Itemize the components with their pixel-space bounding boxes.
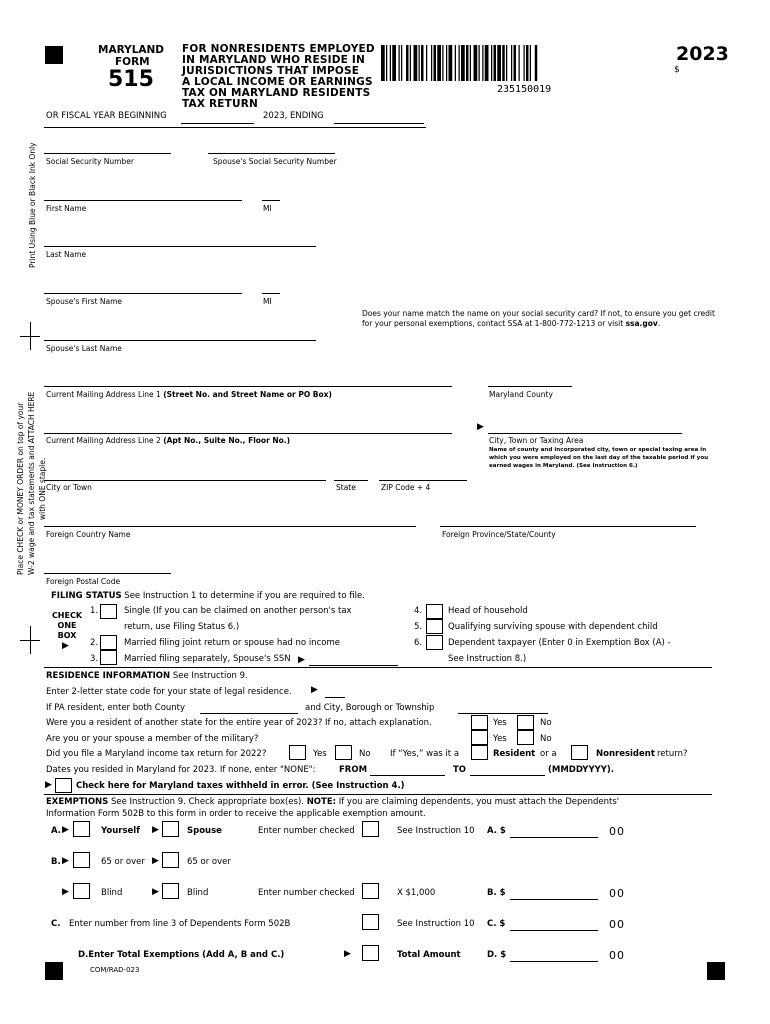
state-code-field[interactable] — [325, 697, 345, 698]
yes-label: Yes — [493, 734, 507, 744]
check-note-1: Place CHECK or MONEY ORDER on top of your — [16, 402, 25, 575]
exemptions-note-2: Information Form 502B to this form in order to receive the applicable exemption amount. — [46, 809, 426, 819]
arrow-right-icon: ▶ — [477, 422, 484, 432]
nonresident-label: Nonresident — [596, 749, 655, 759]
fiscal-begin-field[interactable] — [181, 123, 254, 124]
fs-6-num: 6. — [414, 638, 423, 648]
city-taxing-note: Name of county and incorporated city, town or special taxing area in which you were employed on the last day of the taxable period if you earned wages in Maryland. (See Instruction 6.) — [489, 447, 709, 469]
foreign-province-label: Foreign Province/State/County — [442, 530, 556, 539]
pa-city-field[interactable] — [458, 713, 548, 714]
md-county-label: Maryland County — [489, 390, 553, 399]
spouse-mi-label: MI — [263, 297, 272, 306]
form-title — [182, 44, 375, 110]
d-dollar-label: D. $ — [487, 950, 507, 960]
footer-code: COM/RAD-023 — [90, 966, 140, 974]
last-name-field[interactable] — [44, 246, 316, 247]
fs-1-num: 1. — [90, 606, 99, 616]
withheld-error-checkbox[interactable] — [55, 778, 72, 793]
resident-label: Resident — [493, 749, 536, 759]
blind-spouse-label: Blind — [187, 888, 209, 898]
foreign-province-field[interactable] — [440, 526, 696, 527]
filing-status-heading — [51, 591, 365, 601]
spouse-ssn-label: Spouse's Social Security Number — [213, 157, 337, 166]
see-instruction-10-label: See Instruction 10 — [397, 826, 475, 836]
d-text: D.Enter Total Exemptions (Add A, B and C.) — [78, 950, 285, 960]
other-state-yes-checkbox[interactable] — [471, 715, 488, 730]
tax-year: 2023 — [676, 43, 729, 65]
a-cents: 00 — [609, 825, 625, 838]
enter-number-label: Enter number checked — [258, 888, 355, 898]
arrow-right-icon: ▶ — [62, 856, 69, 866]
filing-status-single-checkbox[interactable] — [100, 604, 117, 619]
spouse-ssn-separate-field[interactable] — [309, 665, 398, 666]
title-line: A LOCAL INCOME OR EARNINGS — [182, 76, 373, 88]
resident-checkbox[interactable] — [471, 745, 488, 760]
no-label: No — [540, 718, 552, 728]
spouse-ssn-field[interactable] — [208, 153, 335, 154]
ssa-note-line-2 — [362, 319, 732, 329]
state-field[interactable] — [334, 480, 368, 481]
pa-county-field[interactable] — [200, 713, 298, 714]
over65-spouse-label: 65 or over — [187, 857, 231, 867]
address-line-1-text: Current Mailing Address Line 1 — [46, 390, 164, 399]
fs-3-num: 3. — [90, 654, 99, 664]
zip-field[interactable] — [379, 480, 467, 481]
b-cents: 00 — [609, 887, 625, 900]
fiscal-year-beginning-label: OR FISCAL YEAR BEGINNING — [46, 111, 167, 121]
b-count-box[interactable] — [362, 883, 379, 899]
exemptions-heading — [46, 797, 619, 807]
filing-status-hoh-checkbox[interactable] — [426, 604, 443, 619]
over65-self-label: 65 or over — [101, 857, 145, 867]
address-line-2-field[interactable] — [44, 433, 452, 434]
registration-mark-bottom-left — [45, 962, 63, 980]
arrow-right-icon: ▶ — [152, 887, 159, 897]
blind-self-label: Blind — [101, 888, 123, 898]
date-to-field[interactable] — [470, 775, 545, 776]
fs-6-label-cont: See Instruction 8.) — [448, 654, 527, 664]
filing-status-surviving-checkbox[interactable] — [426, 619, 443, 634]
fs-5-num: 5. — [414, 622, 423, 632]
a-dollar-label: A. $ — [487, 826, 506, 836]
filing-status-separate-checkbox[interactable] — [100, 650, 117, 665]
no-label: No — [540, 734, 552, 744]
exemptions-note-text: If you are claiming dependents, you must attach the Dependents' — [336, 797, 620, 807]
barcode-number: 235150019 — [497, 84, 552, 95]
blind-spouse-checkbox[interactable] — [162, 883, 179, 899]
ssa-link[interactable]: ssa.gov — [625, 319, 658, 328]
arrow-right-icon: ▶ — [45, 780, 52, 790]
foreign-postal-field[interactable] — [44, 573, 171, 574]
fs-2-label: Married filing joint return or spouse had no income — [124, 638, 340, 648]
yourself-label: Yourself — [101, 826, 140, 836]
barcode — [381, 45, 671, 81]
b-label: B. — [51, 857, 61, 867]
see-instruction-10-label: See Instruction 10 — [397, 919, 475, 929]
residence-q5: Did you file a Maryland income tax return for 2022? — [46, 749, 267, 759]
c-dollar-label: C. $ — [487, 919, 506, 929]
if-yes-label: If “Yes,” was it a — [390, 749, 460, 759]
times-1000-label: X $1,000 — [397, 888, 436, 898]
arrow-right-icon: ▶ — [62, 641, 69, 651]
city-taxing-area-label: City, Town or Taxing Area — [489, 436, 584, 445]
state-label: MARYLAND — [98, 44, 165, 56]
fs-5-label: Qualifying surviving spouse with dependent child — [448, 622, 658, 632]
dollar-sign: $ — [674, 65, 680, 75]
filing-status-note: See Instruction 1 to determine if you are required to file. — [121, 591, 365, 601]
no-label: No — [359, 749, 371, 759]
exemptions-note: See Instruction 9. Check appropriate box(es). — [108, 797, 307, 807]
mi-field[interactable] — [262, 200, 280, 201]
residence-q6: Dates you resided in Maryland for 2023. If none, enter "NONE": — [46, 765, 316, 775]
filed-2022-no-checkbox[interactable] — [335, 745, 352, 760]
first-name-field[interactable] — [44, 200, 242, 201]
title-line: IN MARYLAND WHO RESIDE IN — [182, 54, 365, 66]
b-dollar-label: B. $ — [487, 888, 506, 898]
arrow-right-icon: ▶ — [62, 887, 69, 897]
spouse-label: Spouse — [187, 826, 222, 836]
address-line-1-label — [46, 390, 332, 399]
title-line: TAX RETURN — [182, 98, 259, 110]
withheld-error-label: Check here for Maryland taxes withheld in error. (See Instruction 4.) — [76, 781, 405, 791]
enter-number-label: Enter number checked — [258, 826, 355, 836]
title-line: TAX ON MARYLAND RESIDENTS — [182, 87, 371, 99]
ssa-note — [362, 309, 732, 329]
a-amount-field[interactable] — [510, 837, 598, 838]
city-field[interactable] — [44, 480, 326, 481]
date-format-label: (MMDDYYYY). — [548, 765, 615, 775]
over65-self-checkbox[interactable] — [73, 852, 90, 868]
fs-2-num: 2. — [90, 638, 99, 648]
first-name-label: First Name — [46, 204, 87, 213]
spouse-first-name-label: Spouse's First Name — [46, 297, 123, 306]
residence-q4: Are you or your spouse a member of the military? — [46, 734, 259, 744]
md-county-field[interactable] — [488, 386, 572, 387]
ssa-note-end: . — [657, 319, 661, 328]
c-count-box[interactable] — [362, 914, 379, 930]
arrow-right-icon: ▶ — [298, 655, 305, 665]
fiscal-end-field[interactable] — [334, 123, 424, 124]
city-label: City or Town — [46, 483, 92, 492]
arrow-right-icon: ▶ — [152, 856, 159, 866]
from-label: FROM — [339, 765, 368, 775]
crop-mark — [30, 626, 31, 654]
address-line-2-text: Current Mailing Address Line 2 — [46, 436, 164, 445]
arrow-right-icon: ▶ — [152, 825, 159, 835]
residence-heading — [46, 671, 248, 681]
c-text: Enter number from line 3 of Dependents Form 502B — [69, 919, 291, 929]
zip-label: ZIP Code + 4 — [381, 483, 431, 492]
or-a-label: or a — [540, 749, 557, 759]
fs-4-num: 4. — [414, 606, 423, 616]
fs-1-label-cont: return, use Filing Status 6.) — [124, 622, 240, 632]
residence-q1: Enter 2-letter state code for your state of legal residence. — [46, 687, 292, 697]
title-line: JURISDICTIONS THAT IMPOSE — [182, 65, 360, 77]
yes-label: Yes — [493, 718, 507, 728]
address-line-1-field[interactable] — [44, 386, 452, 387]
d-cents: 00 — [609, 949, 625, 962]
c-amount-field[interactable] — [510, 930, 598, 931]
section-divider — [44, 794, 712, 795]
check-one-box-label — [50, 611, 84, 641]
check-note-3: with ONE staple. — [38, 457, 47, 520]
military-yes-checkbox[interactable] — [471, 730, 488, 745]
address-line-2-label — [46, 436, 290, 445]
arrow-right-icon: ▶ — [62, 825, 69, 835]
form-number: 515 — [108, 67, 154, 92]
mi-label: MI — [263, 204, 272, 213]
spouse-checkbox[interactable] — [162, 821, 179, 837]
residence-q2b: and City, Borough or Township — [305, 703, 435, 713]
registration-mark-bottom-right — [707, 962, 725, 980]
city-taxing-area-field[interactable] — [488, 433, 682, 434]
yourself-checkbox[interactable] — [73, 821, 90, 837]
return-label: return? — [657, 749, 688, 759]
section-divider — [44, 667, 712, 668]
ssa-note-text: for your personal exemptions, contact SSA at 1-800-772-1213 or visit — [362, 319, 626, 328]
residence-title: RESIDENCE INFORMATION — [46, 671, 171, 681]
c-cents: 00 — [609, 918, 625, 931]
yes-label: Yes — [313, 749, 327, 759]
spouse-mi-field[interactable] — [262, 293, 280, 294]
foreign-postal-label: Foreign Postal Code — [46, 577, 121, 586]
to-label: TO — [453, 765, 467, 775]
other-state-no-checkbox[interactable] — [517, 715, 534, 730]
fs-6-label: Dependent taxpayer (Enter 0 in Exemption Box (A) - — [448, 638, 671, 648]
foreign-country-label: Foreign Country Name — [46, 530, 131, 539]
ssa-note-line-1: Does your name match the name on your social security card? If not, to ensure you get credit — [362, 309, 715, 318]
a-count-box[interactable] — [362, 821, 379, 837]
filed-2022-yes-checkbox[interactable] — [289, 745, 306, 760]
filing-status-title: FILING STATUS — [51, 591, 122, 601]
foreign-country-field[interactable] — [44, 526, 416, 527]
d-amount-field[interactable] — [510, 961, 598, 962]
address-line-2-hint: (Apt No., Suite No., Floor No.) — [163, 436, 291, 445]
c-label: C. — [51, 919, 61, 929]
ssn-field[interactable] — [44, 153, 171, 154]
ssn-label: Social Security Number — [46, 157, 134, 166]
exemptions-note-label: NOTE: — [306, 797, 337, 807]
fs-1-label: Single (If you can be claimed on another person's tax — [124, 606, 352, 616]
check-one-line: CHECK — [51, 611, 83, 620]
check-one-line: ONE — [57, 621, 77, 630]
address-line-1-hint: (Street No. and Street Name or PO Box) — [163, 390, 332, 399]
fiscal-year-ending-label: 2023, ENDING — [263, 111, 324, 121]
over65-spouse-checkbox[interactable] — [162, 852, 179, 868]
total-amount-label: Total Amount — [397, 950, 461, 960]
residence-q2a: If PA resident, enter both County — [46, 703, 186, 713]
title-line: FOR NONRESIDENTS EMPLOYED — [182, 43, 375, 55]
arrow-right-icon: ▶ — [311, 685, 318, 695]
check-note-2: W-2 wage and tax statements and ATTACH HERE — [27, 391, 36, 575]
spouse-first-name-field[interactable] — [44, 293, 242, 294]
spouse-last-name-label: Spouse's Last Name — [46, 344, 122, 353]
a-label: A. — [51, 826, 61, 836]
arrow-right-icon: ▶ — [344, 949, 351, 959]
date-from-field[interactable] — [370, 775, 445, 776]
check-one-line: BOX — [57, 631, 77, 640]
ink-note: Print Using Blue or Black Ink Only — [28, 142, 37, 268]
filing-status-dependent-checkbox[interactable] — [426, 635, 443, 650]
form-label: FORM — [115, 56, 150, 68]
fs-3-label: Married filing separately, Spouse's SSN — [124, 654, 291, 664]
filing-status-joint-checkbox[interactable] — [100, 635, 117, 650]
b-amount-field[interactable] — [510, 899, 598, 900]
state-label: State — [336, 483, 356, 492]
military-no-checkbox[interactable] — [517, 730, 534, 745]
header-rule — [44, 127, 426, 128]
registration-mark-top-left — [45, 46, 63, 64]
residence-note: See Instruction 9. — [170, 671, 248, 681]
spouse-last-name-field[interactable] — [44, 340, 316, 341]
residence-q3: Were you a resident of another state for the entire year of 2023? If no, attach explanation. — [46, 718, 432, 728]
crop-mark — [30, 322, 31, 350]
fs-4-label: Head of household — [448, 606, 528, 616]
d-count-box[interactable] — [362, 945, 379, 961]
last-name-label: Last Name — [46, 250, 87, 259]
blind-self-checkbox[interactable] — [73, 883, 90, 899]
exemptions-title: EXEMPTIONS — [46, 797, 109, 807]
nonresident-checkbox[interactable] — [571, 745, 588, 760]
